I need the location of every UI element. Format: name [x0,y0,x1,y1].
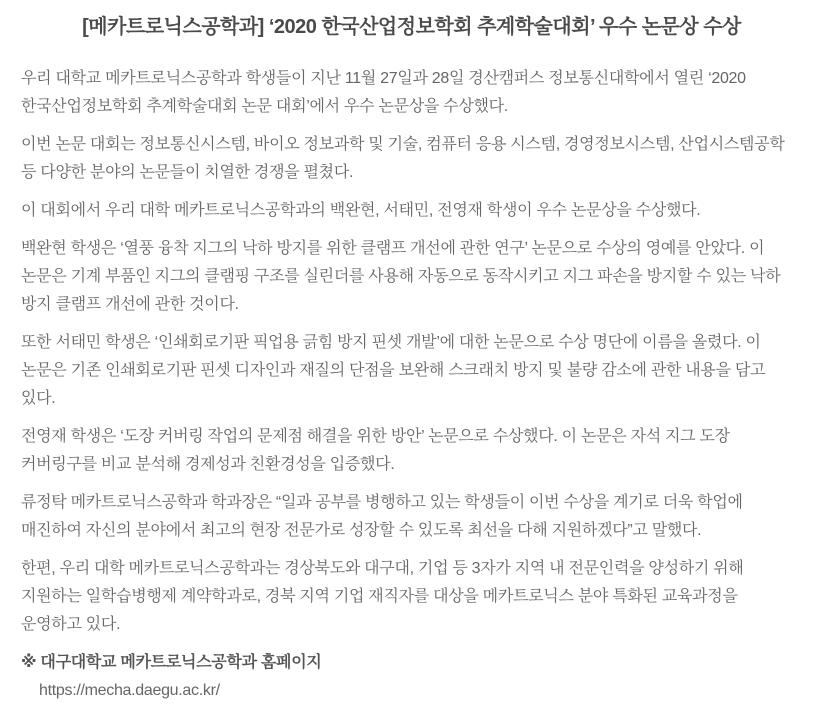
paragraph: 우리 대학교 메카트로닉스공학과 학생들이 지난 11월 27일과 28일 경산캠퍼스 정보통신대학에서 열린 ‘2020 한국산업정보학회 추계학술대회 논문 대회’에서 우수 논문상을 수상했다. [21,70,746,115]
paragraph: 류정탁 메카트로닉스공학과 학과장은 “일과 공부를 병행하고 있는 학생들이 이번 수상을 계기로 더욱 학업에 매진하여 자신의 분야에서 최고의 현장 전문가로 성장할 수 있도록 최선을 다해 지원하겠다”고 말했다. [21,494,743,539]
paragraph: 백완현 학생은 ‘열풍 융착 지그의 낙하 방지를 위한 클램프 개선에 관한 연구’ 논문으로 수상의 영예를 안았다. 이 논문은 기계 부품인 지그의 클램핑 구조를 실린더를 사용해 자동으로 동작시키고 지그 파손을 방지할 수 있는 낙하 방지 클램프 개선에 관한 것이다. [21,240,781,313]
reference-marker: ※ [21,654,37,671]
article-footer [21,649,802,705]
homepage-label: 대구대학교 메카트로닉스공학과 홈페이지 [40,654,322,671]
paragraph: 또한 서태민 학생은 ‘인쇄회로기판 픽업용 긁힘 방지 핀셋 개발’에 대한 논문으로 수상 명단에 이름을 올렸다. 이 논문은 기존 인쇄회로기판 핀셋 디자인과 재질의 단점을 보완해 스크래치 방지 및 불량 감소에 관한 내용을 담고 있다. [21,334,766,407]
footer-heading [21,649,802,677]
paragraph: 한편, 우리 대학 메카트로닉스공학과는 경상북도와 대구대, 기업 등 3자가 지역 내 전문인력을 양성하기 위해 지원하는 일학습병행제 계약학과로, 경북 지역 기업 재직자를 대상을 메카트로닉스 분야 특화된 교육과정을 운영하고 있다. [21,560,744,633]
article-body [21,65,802,639]
article-title: [메카트로닉스공학과] ‘2020 한국산업정보학회 추계학술대회’ 우수 논문상 수상 [82,16,741,38]
paragraph: 이번 논문 대회는 정보통신시스템, 바이오 정보과학 및 기술, 컴퓨터 응용 시스템, 경영정보시스템, 산업시스템공학 등 다양한 분야의 논문들이 치열한 경쟁을 펼쳤다. [21,136,785,181]
paragraph: 전영재 학생은 ‘도장 커버링 작업의 문제점 해결을 위한 방안’ 논문으로 수상했다. 이 논문은 자석 지그 도장 커버링구를 비교 분석해 경제성과 친환경성을 입증했다. [21,428,730,473]
homepage-url-link[interactable]: https://mecha.daegu.ac.kr/ [39,682,220,699]
paragraph: 이 대회에서 우리 대학 메카트로닉스공학과의 백완현, 서태민, 전영재 학생이 우수 논문상을 수상했다. [21,202,701,219]
